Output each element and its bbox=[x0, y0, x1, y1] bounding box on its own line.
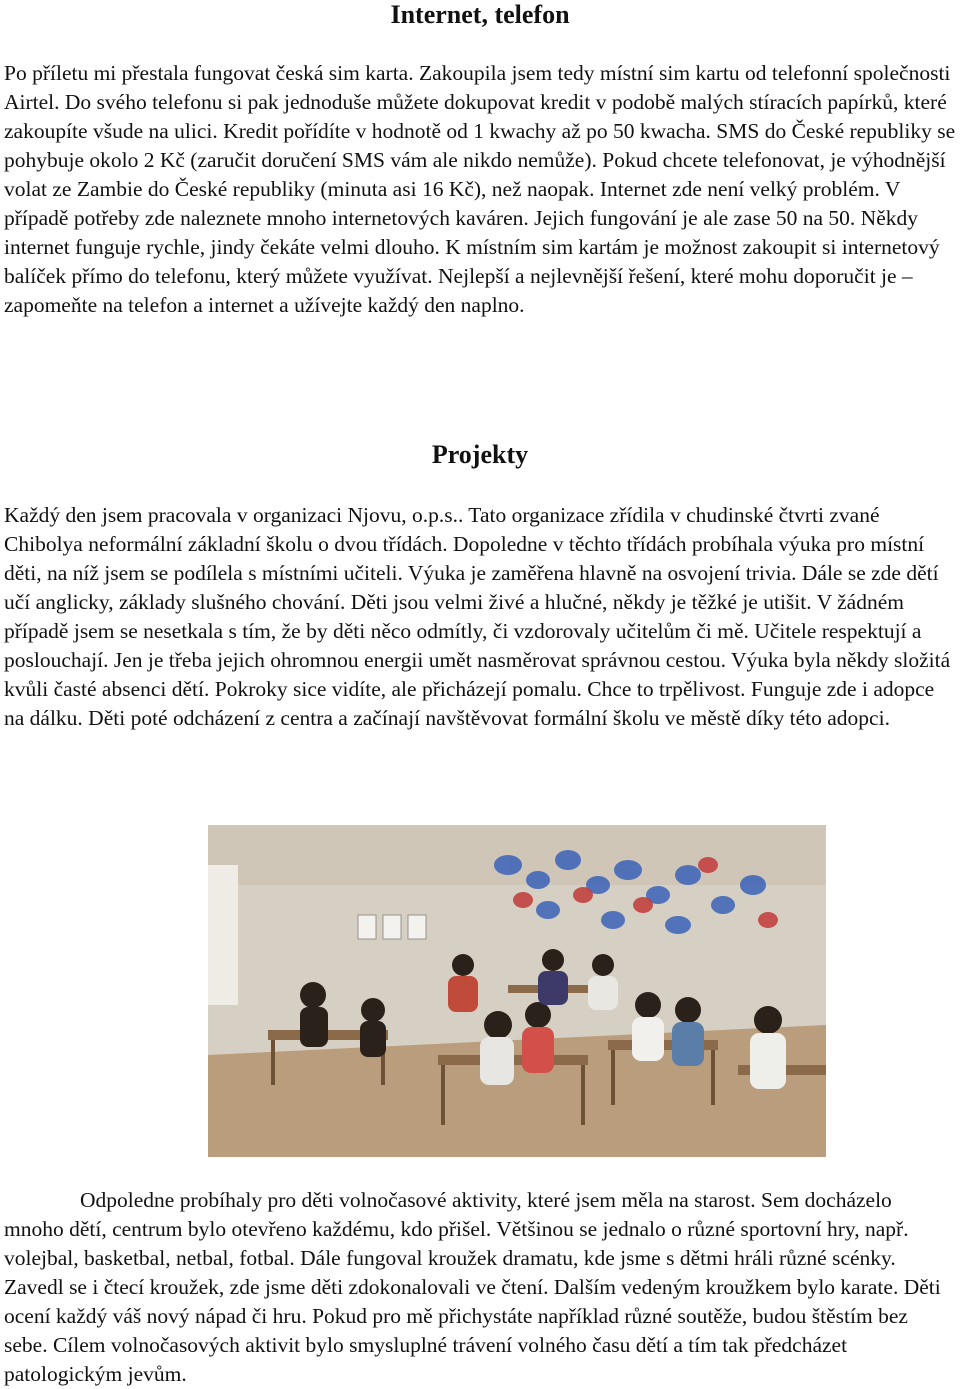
classroom-photo bbox=[208, 825, 826, 1157]
projekty-paragraph: Každý den jsem pracovala v organizaci Njovu, o.p.s.. Tato organizace zřídila v chudinské čtvrti zvané Chibolya neformální základní školu o dvou třídách. Dopoledne v těchto třídách probíhala výuka pro místní děti, na níž jsem se podílela s místními učiteli. Výuka je zaměřena hlavně na osvojení trivia. Dále se zde dětí učí anglicky, základy slušného chování. Děti jsou velmi živé a hlučné, někdy je těžké je utišit. V žádném případě jsem se nesetkala s tím, že by děti něco odmítly, či vzdorovaly učitelům či mě. Učitele respektují a poslouchají. Jen je třeba jejich ohromnou energii umět nasměrovat správnou cestou. Výuka byla někdy složitá kvůli časté absenci dětí. Pokroky sice vidíte, ale přicházejí pomalu. Chce to trpělivost. Funguje zde i adopce na dálku. Děti poté odcházení z centra a začínají navštěvovat formální školu ve městě díky této adopci. bbox=[4, 503, 951, 730]
afternoon-activities-paragraph: Odpoledne probíhaly pro děti volnočasové aktivity, které jsem měla na starost. Sem docházelo mnoho dětí, centrum bylo otevřeno každému, kdo přišel. Většinou se jednalo o různé sportovní hry, např. volejbal, basketbal, netbal, fotbal. Dále fungoval kroužek dramatu, kde jsme s dětmi hráli různé scénky. Zavedl se i čtecí kroužek, zde jsme děti zdokonalovali ve čtení. Dalším vedeným kroužkem bylo karate. Děti ocení každý váš nový nápad či hru. Pokud pro mě přichystáte například různé soutěže, budou štěstím bez sebe. Cílem volnočasových aktivit bylo smysluplné trávení volného času dětí a tím tak předcházet patologickým jevům. bbox=[4, 1188, 941, 1386]
internet-paragraph: Po příletu mi přestala fungovat česká sim karta. Zakoupila jsem tedy místní sim kartu od telefonní společnosti Airtel. Do svého telefonu si pak jednoduše můžete dokupovat kredit v podobě malých stíracích papírků, které zakoupíte všude na ulici. Kredit pořídíte v hodnotě od 1 kwachy až po 50 kwacha. SMS do České republiky se pohybuje okolo 2 Kč (zaručit doručení SMS vám ale nikdo nemůže). Pokud chcete telefonovat, je výhodnější volat ze Zambie do České republiky (minuta asi 16 Kč), než naopak. Internet zde není velký problém. V případě potřeby zde naleznete mnoho internetových kaváren. Jejich fungování je ale zase 50 na 50. Někdy internet funguje rychle, jindy čekáte velmi dlouho. K místním sim kartám je možnost zakoupit si internetový balíček přímo do telefonu, který můžete využívat. Nejlepší a nejlevnější řešení, které mohu doporučit je – zapomeňte na telefon a internet a užívejte každý den naplno. bbox=[4, 61, 956, 317]
section-title-projekty: Projekty bbox=[431, 440, 529, 469]
section-title-internet: Internet, telefon bbox=[390, 0, 570, 29]
